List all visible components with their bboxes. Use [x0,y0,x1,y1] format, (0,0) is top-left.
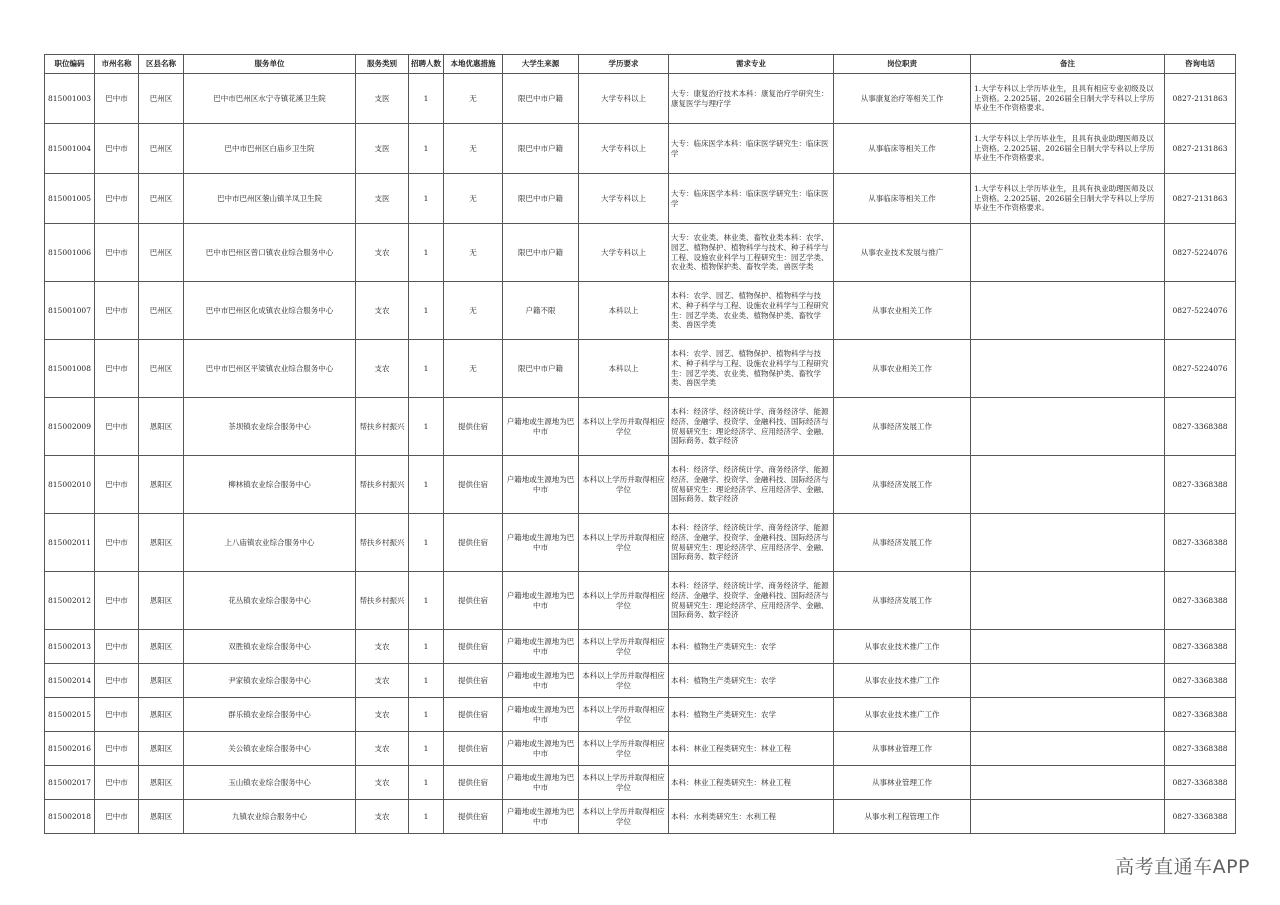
cell-headcount: 1 [409,572,444,630]
header-district: 区县名称 [139,55,184,74]
cell-remarks [971,572,1165,630]
cell-remarks: 1.大学专科以上学历毕业生，且具有执业助理医师及以上资格。2.2025届、2026届全日制大学专科以上学历毕业生不作资格要求。 [971,124,1165,174]
table-row [45,664,1236,698]
header-student-source: 大学生来源 [503,55,579,74]
cell-headcount: 1 [409,630,444,664]
cell-education: 本科以上学历并取得相应学位 [579,456,669,514]
cell-education: 本科以上学历并取得相应学位 [579,732,669,766]
table-row [45,340,1236,398]
cell-district: 巴州区 [139,282,184,340]
cell-education: 大学专科以上 [579,174,669,224]
table-row [45,732,1236,766]
cell-student-source: 户籍地或生源地为巴中市 [503,766,579,800]
header-position-code: 职位编码 [45,55,95,74]
cell-service-unit: 柳林镇农业综合服务中心 [184,456,356,514]
cell-major: 本科：林业工程类研究生：林业工程 [669,732,834,766]
cell-position-code: 815002012 [45,572,95,630]
cell-duties: 从事农业技术推广工作 [834,664,971,698]
cell-remarks: 1.大学专科以上学历毕业生，且具有执业助理医师及以上资格。2.2025届、2026届全日制大学专科以上学历毕业生不作资格要求。 [971,174,1165,224]
cell-local-benefits: 无 [444,224,503,282]
cell-position-code: 815002018 [45,800,95,834]
header-education: 学历要求 [579,55,669,74]
cell-service-type: 帮扶乡村振兴 [356,398,409,456]
cell-service-type: 支农 [356,800,409,834]
cell-local-benefits: 提供住宿 [444,800,503,834]
cell-major: 本科：水利类研究生：水利工程 [669,800,834,834]
cell-headcount: 1 [409,732,444,766]
header-remarks: 备注 [971,55,1165,74]
cell-headcount: 1 [409,124,444,174]
cell-city: 巴中市 [95,698,139,732]
cell-service-type: 支农 [356,630,409,664]
header-phone: 咨询电话 [1165,55,1236,74]
cell-position-code: 815002013 [45,630,95,664]
cell-service-unit: 巴中市巴州区平梁镇农业综合服务中心 [184,340,356,398]
cell-major: 大专：临床医学本科：临床医学研究生：临床医学 [669,174,834,224]
cell-duties: 从事经济发展工作 [834,514,971,572]
cell-local-benefits: 无 [444,174,503,224]
cell-phone: 0827-5224076 [1165,340,1236,398]
cell-service-type: 支医 [356,174,409,224]
recruitment-table [44,54,1236,834]
header-row [45,55,1236,74]
cell-position-code: 815002014 [45,664,95,698]
table-row [45,174,1236,224]
cell-student-source: 限巴中市户籍 [503,224,579,282]
table-row [45,514,1236,572]
cell-service-type: 支医 [356,74,409,124]
cell-phone: 0827-5224076 [1165,282,1236,340]
cell-city: 巴中市 [95,398,139,456]
cell-district: 恩阳区 [139,572,184,630]
cell-major: 本科：经济学、经济统计学、商务经济学、能源经济、金融学、投资学、金融科技、国际经济与贸易研究生：理论经济学、应用经济学、金融、国际商务、数字经济 [669,398,834,456]
cell-service-unit: 茶坝镇农业综合服务中心 [184,398,356,456]
cell-phone: 0827-2131863 [1165,74,1236,124]
cell-city: 巴中市 [95,630,139,664]
cell-position-code: 815002011 [45,514,95,572]
cell-education: 大学专科以上 [579,224,669,282]
cell-remarks [971,630,1165,664]
cell-local-benefits: 提供住宿 [444,398,503,456]
cell-student-source: 户籍地或生源地为巴中市 [503,800,579,834]
cell-headcount: 1 [409,340,444,398]
cell-position-code: 815001004 [45,124,95,174]
cell-city: 巴中市 [95,664,139,698]
header-service-unit: 服务单位 [184,55,356,74]
cell-remarks [971,398,1165,456]
cell-education: 本科以上学历并取得相应学位 [579,572,669,630]
cell-major: 本科：经济学、经济统计学、商务经济学、能源经济、金融学、投资学、金融科技、国际经济与贸易研究生：理论经济学、应用经济学、金融、国际商务、数字经济 [669,456,834,514]
table-row [45,766,1236,800]
cell-district: 巴州区 [139,224,184,282]
cell-local-benefits: 提供住宿 [444,664,503,698]
cell-major: 大专：康复治疗技术本科：康复治疗学研究生：康复医学与理疗学 [669,74,834,124]
cell-position-code: 815001007 [45,282,95,340]
cell-city: 巴中市 [95,224,139,282]
cell-position-code: 815001005 [45,174,95,224]
cell-major: 本科：林业工程类研究生：林业工程 [669,766,834,800]
cell-student-source: 户籍地或生源地为巴中市 [503,732,579,766]
cell-service-unit: 巴中市巴州区化成镇农业综合服务中心 [184,282,356,340]
cell-student-source: 户籍地或生源地为巴中市 [503,456,579,514]
cell-remarks [971,698,1165,732]
cell-major: 本科：农学、园艺、植物保护、植物科学与技术、种子科学与工程、设施农业科学与工程研究生：园艺学类、农业类、植物保护类、畜牧学类、兽医学类 [669,340,834,398]
cell-city: 巴中市 [95,74,139,124]
cell-duties: 从事经济发展工作 [834,456,971,514]
cell-local-benefits: 提供住宿 [444,572,503,630]
cell-headcount: 1 [409,514,444,572]
cell-duties: 从事农业技术推广工作 [834,630,971,664]
cell-city: 巴中市 [95,340,139,398]
cell-education: 本科以上学历并取得相应学位 [579,698,669,732]
cell-headcount: 1 [409,74,444,124]
cell-education: 本科以上学历并取得相应学位 [579,630,669,664]
cell-district: 恩阳区 [139,664,184,698]
cell-service-type: 帮扶乡村振兴 [356,456,409,514]
cell-service-type: 支农 [356,224,409,282]
table-row [45,224,1236,282]
cell-district: 恩阳区 [139,800,184,834]
cell-service-unit: 尹家镇农业综合服务中心 [184,664,356,698]
cell-major: 本科：植物生产类研究生：农学 [669,698,834,732]
cell-district: 巴州区 [139,174,184,224]
cell-service-unit: 群乐镇农业综合服务中心 [184,698,356,732]
cell-city: 巴中市 [95,766,139,800]
cell-service-unit: 关公镇农业综合服务中心 [184,732,356,766]
cell-position-code: 815002010 [45,456,95,514]
cell-major: 本科：农学、园艺、植物保护、植物科学与技术、种子科学与工程、设施农业科学与工程研究生：园艺学类、农业类、植物保护类、畜牧学类、兽医学类 [669,282,834,340]
cell-education: 本科以上 [579,340,669,398]
cell-local-benefits: 提供住宿 [444,630,503,664]
cell-city: 巴中市 [95,282,139,340]
cell-service-type: 支农 [356,698,409,732]
cell-education: 本科以上学历并取得相应学位 [579,800,669,834]
cell-headcount: 1 [409,664,444,698]
cell-duties: 从事康复治疗等相关工作 [834,74,971,124]
cell-headcount: 1 [409,800,444,834]
cell-local-benefits: 无 [444,340,503,398]
cell-student-source: 户籍不限 [503,282,579,340]
cell-headcount: 1 [409,174,444,224]
header-service-type: 服务类别 [356,55,409,74]
cell-remarks [971,800,1165,834]
cell-major: 本科：经济学、经济统计学、商务经济学、能源经济、金融学、投资学、金融科技、国际经济与贸易研究生：理论经济学、应用经济学、金融、国际商务、数字经济 [669,572,834,630]
cell-student-source: 限巴中市户籍 [503,74,579,124]
cell-city: 巴中市 [95,174,139,224]
cell-duties: 从事临床等相关工作 [834,124,971,174]
cell-city: 巴中市 [95,572,139,630]
cell-duties: 从事农业技术推广工作 [834,698,971,732]
cell-phone: 0827-3368388 [1165,698,1236,732]
cell-city: 巴中市 [95,732,139,766]
cell-education: 本科以上学历并取得相应学位 [579,664,669,698]
cell-phone: 0827-3368388 [1165,398,1236,456]
table-row [45,282,1236,340]
table-row [45,74,1236,124]
cell-local-benefits: 无 [444,282,503,340]
cell-student-source: 限巴中市户籍 [503,124,579,174]
cell-phone: 0827-2131863 [1165,174,1236,224]
cell-phone: 0827-3368388 [1165,514,1236,572]
cell-service-type: 支农 [356,664,409,698]
cell-remarks [971,766,1165,800]
cell-position-code: 815001006 [45,224,95,282]
cell-service-unit: 双胜镇农业综合服务中心 [184,630,356,664]
cell-district: 恩阳区 [139,398,184,456]
cell-district: 恩阳区 [139,456,184,514]
cell-duties: 从事林业管理工作 [834,766,971,800]
cell-service-unit: 巴中市巴州区曾口镇农业综合服务中心 [184,224,356,282]
cell-headcount: 1 [409,282,444,340]
cell-service-type: 支农 [356,766,409,800]
cell-local-benefits: 提供住宿 [444,456,503,514]
cell-phone: 0827-3368388 [1165,456,1236,514]
cell-student-source: 限巴中市户籍 [503,340,579,398]
cell-phone: 0827-3368388 [1165,664,1236,698]
cell-major: 大专：临床医学本科：临床医学研究生：临床医学 [669,124,834,174]
cell-remarks [971,664,1165,698]
cell-duties: 从事农业相关工作 [834,340,971,398]
cell-remarks [971,224,1165,282]
cell-service-type: 帮扶乡村振兴 [356,572,409,630]
table-row [45,124,1236,174]
cell-service-unit: 巴中市巴州区蓥山镇羊凤卫生院 [184,174,356,224]
cell-district: 恩阳区 [139,630,184,664]
cell-education: 本科以上学历并取得相应学位 [579,398,669,456]
cell-duties: 从事农业技术发展与推广 [834,224,971,282]
cell-city: 巴中市 [95,514,139,572]
cell-education: 本科以上学历并取得相应学位 [579,766,669,800]
cell-student-source: 户籍地或生源地为巴中市 [503,398,579,456]
header-duties: 岗位职责 [834,55,971,74]
cell-major: 本科：经济学、经济统计学、商务经济学、能源经济、金融学、投资学、金融科技、国际经济与贸易研究生：理论经济学、应用经济学、金融、国际商务、数字经济 [669,514,834,572]
cell-service-unit: 上八庙镇农业综合服务中心 [184,514,356,572]
cell-major: 本科：植物生产类研究生：农学 [669,630,834,664]
header-city: 市州名称 [95,55,139,74]
cell-duties: 从事经济发展工作 [834,398,971,456]
cell-service-unit: 花丛镇农业综合服务中心 [184,572,356,630]
watermark: 高考直通车APP [1115,856,1250,878]
cell-student-source: 户籍地或生源地为巴中市 [503,698,579,732]
cell-position-code: 815002016 [45,732,95,766]
cell-phone: 0827-5224076 [1165,224,1236,282]
cell-service-type: 帮扶乡村振兴 [356,514,409,572]
cell-district: 巴州区 [139,124,184,174]
cell-remarks [971,514,1165,572]
cell-phone: 0827-3368388 [1165,800,1236,834]
cell-service-type: 支农 [356,282,409,340]
cell-duties: 从事水利工程管理工作 [834,800,971,834]
cell-education: 本科以上 [579,282,669,340]
cell-service-unit: 九镇农业综合服务中心 [184,800,356,834]
cell-remarks [971,340,1165,398]
cell-education: 大学专科以上 [579,124,669,174]
cell-position-code: 815002017 [45,766,95,800]
cell-phone: 0827-2131863 [1165,124,1236,174]
cell-remarks [971,456,1165,514]
cell-remarks [971,282,1165,340]
cell-major: 大专：农业类、林业类、畜牧业类本科：农学、园艺、植物保护、植物科学与技术、种子科学与工程、设施农业科学与工程研究生：园艺学类、农业类、植物保护类、畜牧学类、兽医学类 [669,224,834,282]
cell-education: 大学专科以上 [579,74,669,124]
cell-district: 恩阳区 [139,732,184,766]
cell-duties: 从事农业相关工作 [834,282,971,340]
table-row [45,572,1236,630]
cell-headcount: 1 [409,398,444,456]
cell-duties: 从事经济发展工作 [834,572,971,630]
cell-district: 恩阳区 [139,514,184,572]
cell-remarks: 1.大学专科以上学历毕业生，且具有相应专业初级及以上资格。2.2025届、2026届全日制大学专科以上学历毕业生不作资格要求。 [971,74,1165,124]
cell-headcount: 1 [409,766,444,800]
cell-duties: 从事林业管理工作 [834,732,971,766]
cell-service-unit: 巴中市巴州区白庙乡卫生院 [184,124,356,174]
header-major: 需求专业 [669,55,834,74]
table-row [45,456,1236,514]
cell-student-source: 户籍地或生源地为巴中市 [503,630,579,664]
cell-district: 恩阳区 [139,766,184,800]
cell-headcount: 1 [409,224,444,282]
header-headcount: 招聘人数 [409,55,444,74]
cell-position-code: 815002015 [45,698,95,732]
cell-district: 恩阳区 [139,698,184,732]
cell-service-type: 支农 [356,732,409,766]
header-local-benefits: 本地优惠措施 [444,55,503,74]
table-row [45,630,1236,664]
cell-city: 巴中市 [95,124,139,174]
cell-position-code: 815001008 [45,340,95,398]
cell-service-type: 支农 [356,340,409,398]
cell-phone: 0827-3368388 [1165,630,1236,664]
cell-position-code: 815002009 [45,398,95,456]
table-row [45,698,1236,732]
cell-district: 巴州区 [139,74,184,124]
cell-local-benefits: 无 [444,74,503,124]
table-row [45,800,1236,834]
cell-local-benefits: 提供住宿 [444,514,503,572]
cell-headcount: 1 [409,456,444,514]
cell-local-benefits: 提供住宿 [444,698,503,732]
cell-district: 巴州区 [139,340,184,398]
cell-student-source: 户籍地或生源地为巴中市 [503,664,579,698]
cell-service-unit: 巴中市巴州区水宁寺镇花溪卫生院 [184,74,356,124]
cell-local-benefits: 无 [444,124,503,174]
cell-phone: 0827-3368388 [1165,766,1236,800]
table-body [45,74,1236,834]
cell-service-unit: 玉山镇农业综合服务中心 [184,766,356,800]
cell-service-type: 支医 [356,124,409,174]
cell-phone: 0827-3368388 [1165,732,1236,766]
cell-local-benefits: 提供住宿 [444,766,503,800]
cell-city: 巴中市 [95,800,139,834]
cell-position-code: 815001003 [45,74,95,124]
table-row [45,398,1236,456]
cell-education: 本科以上学历并取得相应学位 [579,514,669,572]
cell-major: 本科：植物生产类研究生：农学 [669,664,834,698]
cell-city: 巴中市 [95,456,139,514]
cell-student-source: 限巴中市户籍 [503,174,579,224]
cell-student-source: 户籍地或生源地为巴中市 [503,514,579,572]
cell-headcount: 1 [409,698,444,732]
cell-student-source: 户籍地或生源地为巴中市 [503,572,579,630]
cell-phone: 0827-3368388 [1165,572,1236,630]
cell-remarks [971,732,1165,766]
cell-duties: 从事临床等相关工作 [834,174,971,224]
cell-local-benefits: 提供住宿 [444,732,503,766]
